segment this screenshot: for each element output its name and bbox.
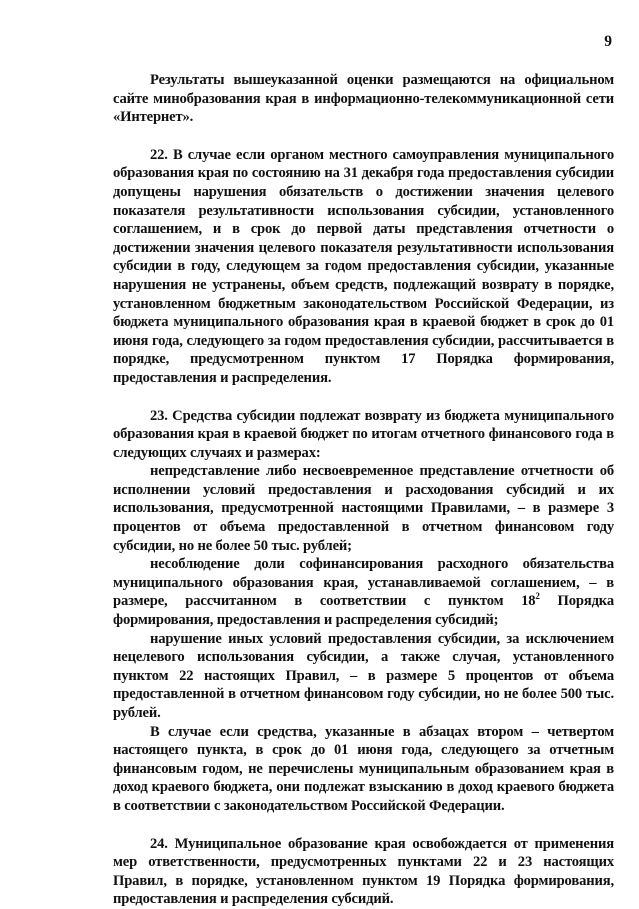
page-number: 9	[604, 33, 612, 50]
cofinancing-text-after: Порядка формирования, предоставления и распределения субсидий;	[113, 593, 614, 629]
paragraph-clause-23-reporting: непредставление либо несвоевременное представление отчетности об исполнении условий предоставления и расходования субсидий и их использования, предусмотренной настоящими Правилами, – в размере 3 процентов от объема предоставленной в отчетном финансовом году субсидии, но не более 50 тыс. рублей;	[113, 463, 614, 554]
paragraph-clause-23: 23. Средства субсидии подлежат возврату из бюджета муниципального образования края в краевой бюджет по итогам отчетного финансового года в следующих случаях и размерах:	[113, 407, 614, 461]
cofinancing-text-before: несоблюдение доли софинансирования расходного обязательства муниципального образования края, устанавливаемой соглашением, – в размере, рассчитанном в соответствии с пунктом 18	[113, 556, 614, 610]
paragraph-clause-23-recovery: В случае если средства, указанные в абзацах втором – четвертом настоящего пункта, в срок до 01 июня года, следующего за отчетным финансовым годом, не перечислены муниципальным образованием края в доход краевого бюджета, они подлежат взысканию в доход краевого бюджета в соответствии с законодательством Российской Федерации.	[113, 723, 614, 814]
paragraph-clause-23-other-violations: нарушение иных условий предоставления субсидии, за исключением нецелевого использования субсидии, а также случая, установленного пунктом 22 настоящих Правил, – в размере 5 процентов от объема предоставленной в отчетном финансовом году субсидии, но не более 500 тыс. рублей.	[113, 630, 614, 721]
paragraph-clause-23-cofinancing	[113, 555, 614, 629]
paragraph-clause-24: 24. Муниципальное образование края освобождается от применения мер ответственности, предусмотренных пунктами 22 и 23 настоящих Правил, в порядке, установленном пунктом 19 Порядка формирования, предоставления и распределения субсидий.	[113, 835, 614, 908]
footnote-superscript: 2	[535, 591, 540, 602]
paragraph-clause-22: 22. В случае если органом местного самоуправления муниципального образования края по состоянию на 31 декабря года предоставления субсидии допущены нарушения обязательств о достижении значения целевого показателя результативности использования субсидии, установленного соглашением, и в срок до первой даты представления отчетности о достижении значения целевого показателя результативности использования субсидии в году, следующем за годом предоставления субсидии, указанные нарушения не устранены, объем средств, подлежащий возврату в порядке, установленном бюджетным законодательством Российской Федерации, из бюджета муниципального образования края в краевой бюджет в срок до 01 июня года, следующего за годом предоставления субсидии, рассчитывается в порядке, предусмотренном пунктом 17 Порядка формирования, предоставления и распределения.	[113, 146, 614, 386]
paragraph-results-publication: Результаты вышеуказанной оценки размещаются на официальном сайте минобразования края в информационно-телекоммуникационной сети «Интернет».	[113, 72, 614, 126]
document-body	[113, 71, 614, 909]
